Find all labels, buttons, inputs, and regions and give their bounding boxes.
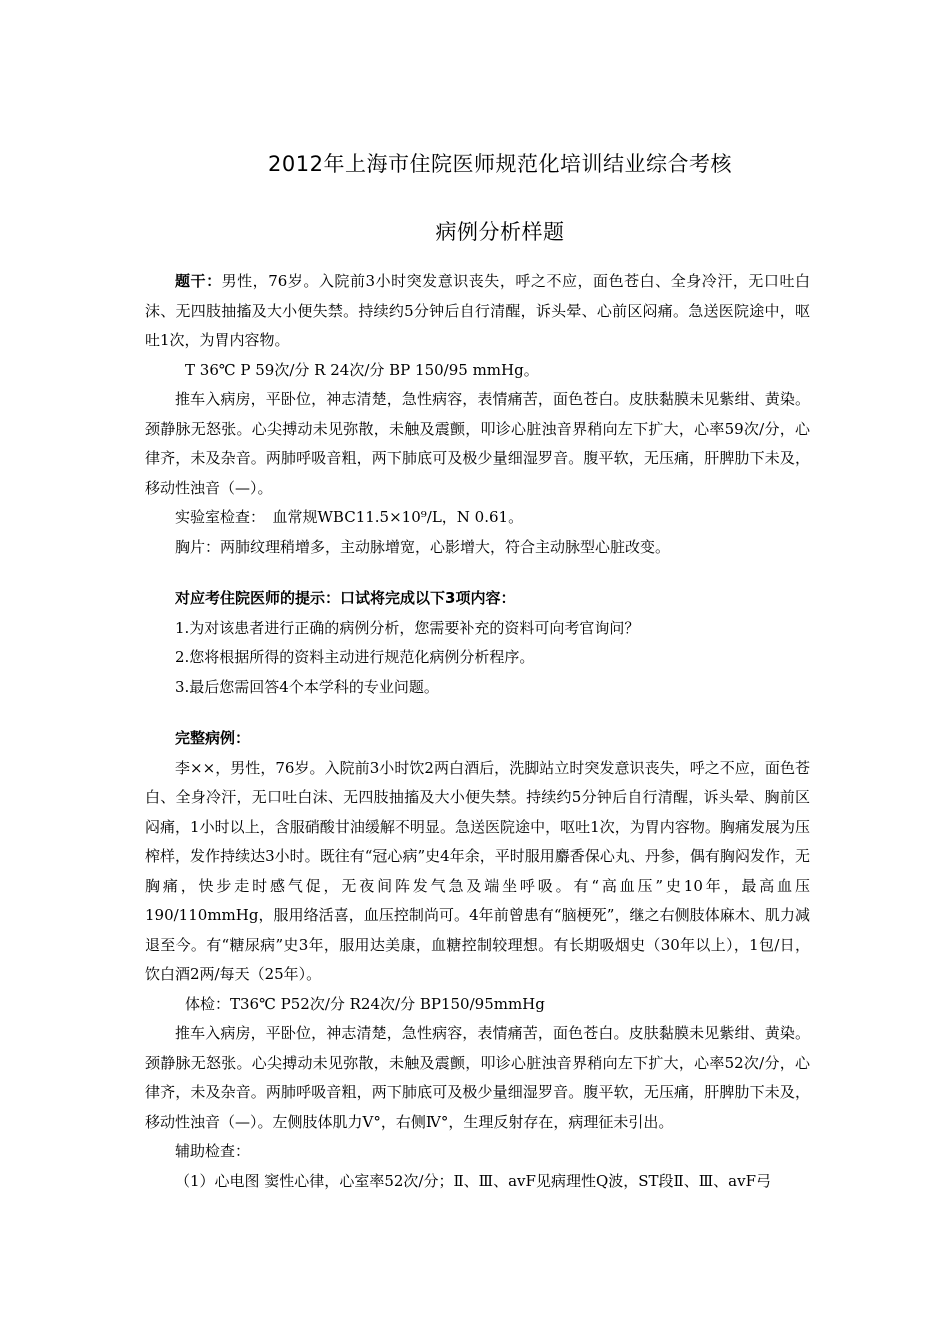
- hint-item: 2.您将根据所得的资料主动进行规范化病例分析程序。: [175, 648, 535, 666]
- stem-text: 男性，76岁。入院前3小时突发意识丧失，呼之不应，面色苍白、全身冷汗，无口吐白沫、无四肢抽搐及大小便失禁。持续约5分钟后自行清醒，诉头晕、心前区闷痛。急送医院途中，呕吐1次，为胃内容物。: [145, 272, 810, 349]
- document-subtitle: 病例分析样题: [435, 220, 565, 244]
- hint-heading: 对应考住院医师的提示：口试将完成以下3项内容：: [175, 589, 516, 607]
- stem-section: [145, 267, 810, 1196]
- stem-exam: 推车入病房，平卧位，神志清楚，急性病容，表情痛苦，面色苍白。皮肤黏膜未见紫绀、黄染。颈静脉无怒张。心尖搏动未见弥散，未触及震颤，叩诊心脏浊音界稍向左下扩大，心率59次/分，心律齐，未及杂音。两肺呼吸音粗，两下肺底可及极少量细湿罗音。腹平软，无压痛，肝脾肋下未及，移动性浊音（—）。: [145, 390, 810, 497]
- hint-item: 3.最后您需回答4个本学科的专业问题。: [175, 677, 439, 696]
- case-heading: 完整病例：: [175, 729, 251, 747]
- ecg-text: （1）心电图 窦性心律，心室率52次/分；Ⅱ、Ⅲ、avF见病理性Q波，ST段Ⅱ、Ⅲ、avF弓: [175, 1171, 772, 1190]
- case-history: 李××，男性，76岁。入院前3小时饮2两白酒后，洗脚站立时突发意识丧失，呼之不应，面色苍白、全身冷汗，无口吐白沫、无四肢抽搐及大小便失禁。持续约5分钟后自行清醒，诉头晕、胸前区闷痛，1小时以上，含服硝酸甘油缓解不明显。急送医院途中，呕吐1次，为胃内容物。胸痛发展为压榨样，发作持续达3小时。既往有“冠心病”史4年余，平时服用麝香保心丸、丹参，偶有胸闷发作，无胸痛，快步走时感气促，无夜间阵发气急及端坐呼吸。有“高血压”史10年，最高血压190/110mmHg，服用络活喜，血压控制尚可。4年前曾患有“脑梗死”，继之右侧肢体麻木、肌力减退至今。有“糖尿病”史3年，服用达美康，血糖控制较理想。有长期吸烟史（30年以上），1包/日，饮白酒2两/每天（25年）。: [145, 758, 810, 983]
- stem-xray: 胸片：两肺纹理稍增多，主动脉增宽，心影增大，符合主动脉型心脏改变。: [175, 537, 671, 556]
- hint-item: 1.为对该患者进行正确的病例分析，您需要补充的资料可向考官询问？: [175, 618, 640, 637]
- stem-lab: 实验室检查： 血常规WBC11.5×10⁹/L，N 0.61。: [175, 508, 524, 526]
- stem-vitals: T 36℃ P 59次/分 R 24次/分 BP 150/95 mmHg。: [185, 360, 539, 379]
- case-vitals: 体检：T36℃ P52次/分 R24次/分 BP150/95mmHg: [185, 994, 545, 1013]
- document-title: 2012年上海市住院医师规范化培训结业综合考核: [268, 152, 732, 176]
- case-exam: 推车入病房，平卧位，神志清楚，急性病容，表情痛苦，面色苍白。皮肤黏膜未见紫绀、黄染。颈静脉无怒张。心尖搏动未见弥散，未触及震颤，叩诊心脏浊音界稍向左下扩大，心率52次/分，心律齐，未及杂音。两肺呼吸音粗，两下肺底可及极少量细湿罗音。腹平软，无压痛，肝脾肋下未及，移动性浊音（—）。左侧肢体肌力Ⅴ°，右侧Ⅳ°，生理反射存在，病理征未引出。: [145, 1024, 810, 1131]
- aux-label: 辅助检查：: [175, 1142, 251, 1160]
- stem-paragraph: [145, 267, 810, 356]
- stem-label: 题干：: [175, 272, 222, 290]
